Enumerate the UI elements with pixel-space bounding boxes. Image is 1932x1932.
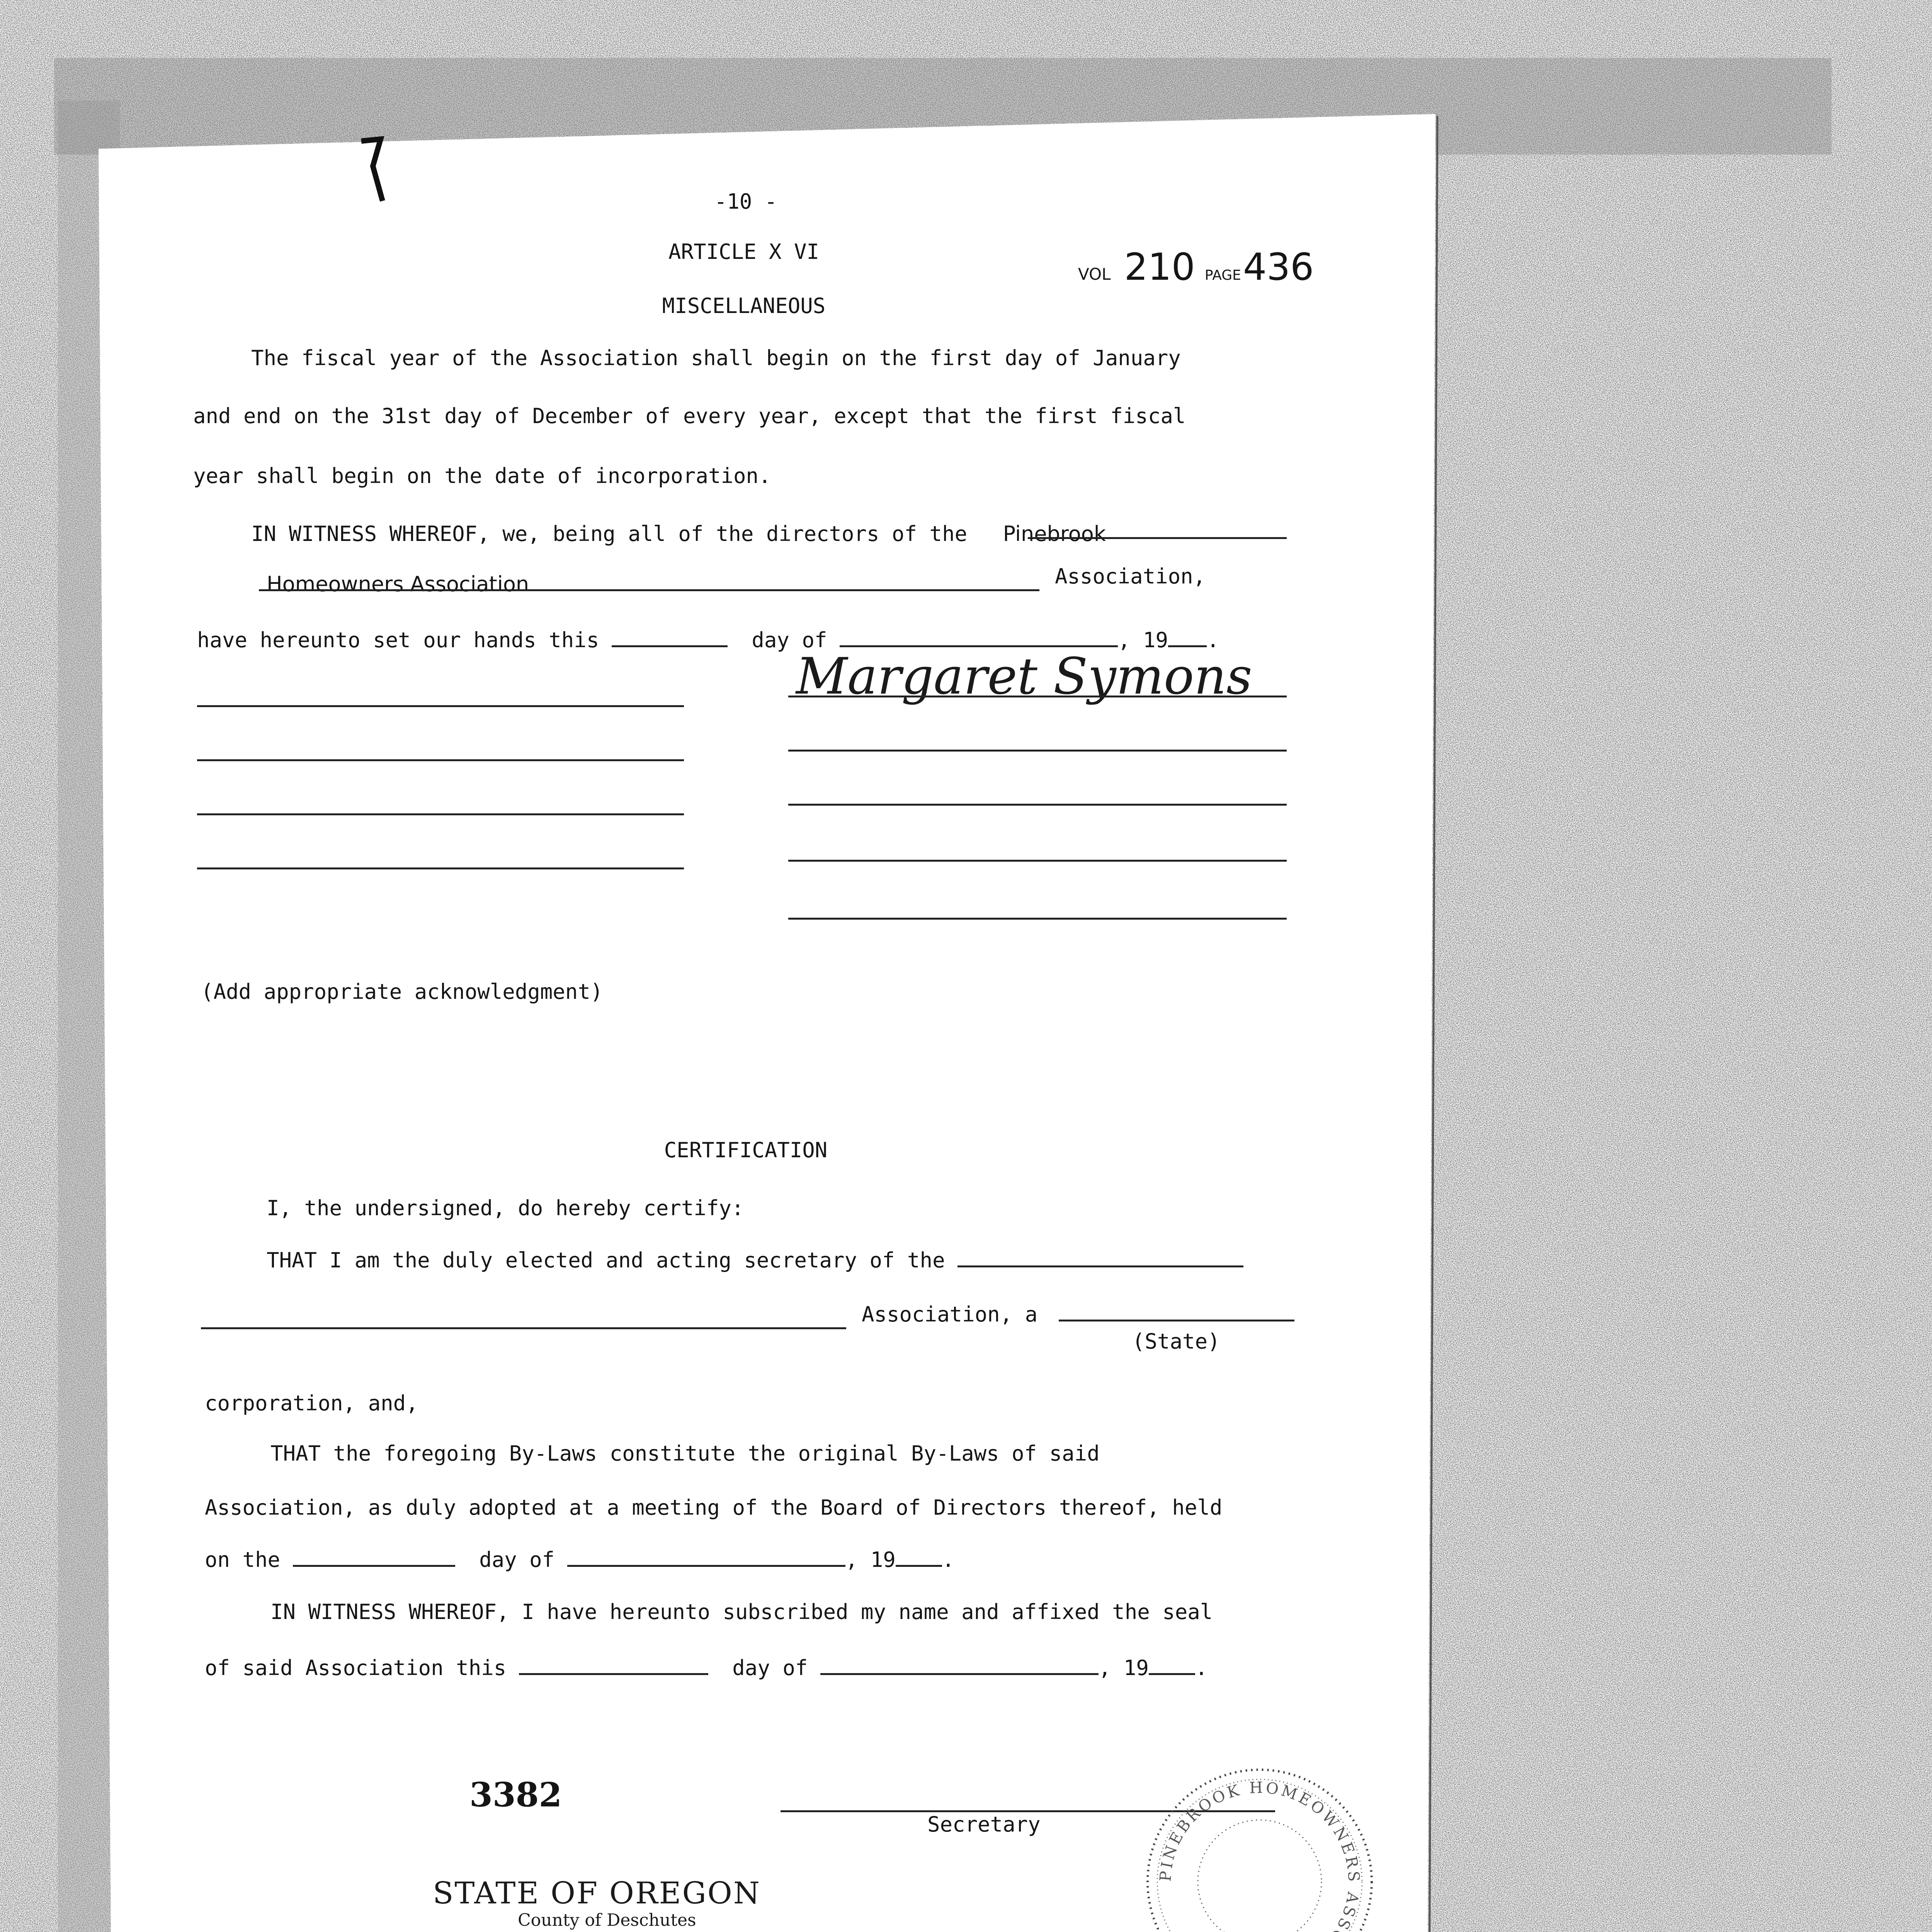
seal-text: PINEBROOK HOMEOWNERS ASS bbox=[1157, 1779, 1363, 1932]
fiscal-year-line-1: The fiscal year of the Association shall begin on the first day of January bbox=[251, 346, 1181, 371]
fiscal-year-line-2: and end on the 31st day of December of every year, except that the first fiscal bbox=[193, 404, 1185, 429]
corporation-text: corporation, and, bbox=[205, 1391, 418, 1416]
seal-period: . bbox=[1195, 1656, 1208, 1680]
association-label: Association, bbox=[1055, 564, 1206, 589]
on-the-text: on the bbox=[205, 1548, 280, 1572]
article-heading: ARTICLE X VI bbox=[618, 240, 869, 264]
secretary-statement: THAT I am the duly elected and acting secretary of the bbox=[267, 1248, 945, 1272]
witness-clause-text: IN WITNESS WHEREOF, we, being all of the directors of the bbox=[251, 522, 967, 546]
state-label: (State) bbox=[1132, 1329, 1220, 1354]
certification-line-5: THAT the foregoing By-Laws constitute the original By-Laws of said bbox=[270, 1441, 1100, 1466]
fiscal-year-line-3: year shall begin on the date of incorporation. bbox=[193, 464, 771, 488]
certification-witness-line: IN WITNESS WHEREOF, I have hereunto subscribed my name and affixed the seal bbox=[270, 1600, 1213, 1624]
page-number: -10 - bbox=[688, 189, 804, 214]
cert-period: . bbox=[942, 1548, 955, 1572]
period-text: . bbox=[1207, 628, 1219, 652]
stamp-county: County of Deschutes bbox=[518, 1911, 696, 1930]
seal-year-prefix: , 19 bbox=[1099, 1656, 1149, 1680]
seal-day-of-text: day of bbox=[732, 1656, 808, 1680]
vol-number: 210 bbox=[1124, 245, 1195, 289]
association-a-text: Association, a bbox=[862, 1302, 1037, 1327]
vol-label: VOL bbox=[1078, 265, 1111, 284]
acknowledgment-note: (Add appropriate acknowledgment) bbox=[201, 980, 603, 1004]
certification-line-6: Association, as duly adopted at a meeting of the Board of Directors thereof, held bbox=[205, 1495, 1222, 1520]
secretary-label: Secretary bbox=[927, 1812, 1041, 1837]
article-subheading: MISCELLANEOUS bbox=[580, 294, 908, 318]
cert-year-prefix: , 19 bbox=[845, 1548, 896, 1572]
association-name-part-1: Pinebrook bbox=[1003, 522, 1106, 546]
set-hands-text: have hereunto set our hands this bbox=[197, 628, 599, 652]
certification-line-1: I, the undersigned, do hereby certify: bbox=[267, 1196, 744, 1221]
director-signature: Margaret Symons bbox=[796, 653, 1252, 699]
stamp-state: STATE OF OREGON bbox=[433, 1876, 761, 1911]
page-ref-number: 436 bbox=[1243, 245, 1314, 289]
association-name-part-2: Homeowners Association bbox=[267, 572, 529, 597]
cert-day-of-text: day of bbox=[479, 1548, 554, 1572]
seal-prefix-text: of said Association this bbox=[205, 1656, 506, 1680]
recording-number: 3382 bbox=[469, 1776, 562, 1815]
day-of-text: day of bbox=[752, 628, 827, 652]
year-prefix-text: , 19 bbox=[1118, 628, 1168, 652]
page-label: PAGE bbox=[1205, 267, 1241, 283]
certification-heading: CERTIFICATION bbox=[611, 1138, 881, 1163]
